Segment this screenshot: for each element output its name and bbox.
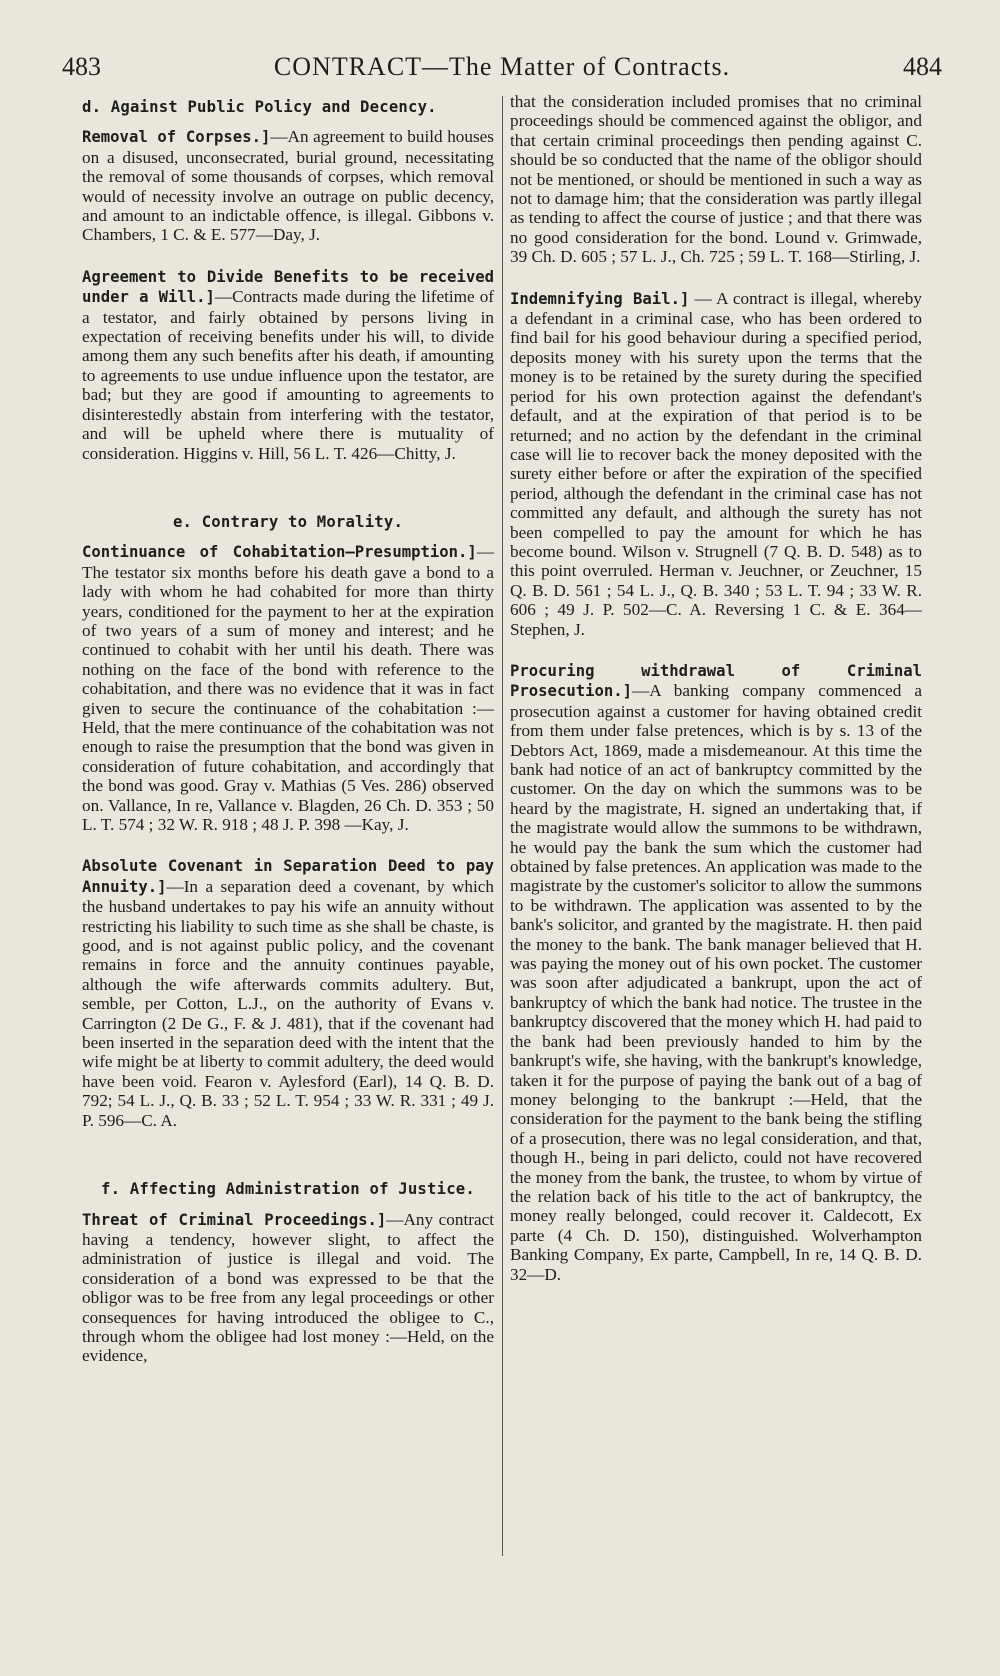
running-header (62, 48, 942, 88)
section-heading-f: f. Affecting Administration of Justice. (101, 1180, 475, 1199)
column-divider (502, 96, 503, 1556)
running-title: CONTRACT—The Matter of Contracts. (273, 52, 731, 81)
page-number-left: 483 (62, 52, 101, 81)
page-number-right: 484 (903, 52, 942, 81)
entry-removal-of-corpses (82, 127, 494, 244)
entry-heading: Removal of Corpses.] (82, 128, 271, 147)
entry-text: —An agreement to build houses on a disused, unconsecrated, burial ground, necessitating the removal of some thousands of corpses, which removal would of necessity involve an outrage on public decency, and amount to an indictable offence, is illegal. Gibbons v. Chambers, 1 C. & E. 577—Day, J. (82, 127, 494, 245)
entry-heading: Threat of Criminal Proceedings.] (82, 1210, 387, 1229)
entry-continuation (510, 92, 922, 267)
entry-heading: Absolute Covenant in Separation Deed to pay Annuity.] (82, 857, 494, 896)
entry-text: —In a separation deed a covenant, by which the husband undertakes to pay his wife an annuity without restricting his liability to such time as she shall be chaste, is good, and is not against public policy, and the covenant remains in force and the annuity continues payable, although the wife afterwards commits adultery. But, semble, per Cotton, L.J., on the authority of Evans v. Carrington (2 De G., F. & J. 481), that if the covenant had been inserted in the separation deed with the intent that the wife might be at liberty to commit adultery, the deed would have been void. Fearon v. Aylesford (Earl), 14 Q. B. D. 792; 54 L. J., Q. B. 33 ; 52 L. T. 954 ; 33 W. R. 331 ; 49 J. P. 596—C. A. (82, 876, 494, 1130)
entry-procuring-withdrawal (510, 661, 922, 1284)
entry-text: —A banking company commenced a prosecution against a customer for having obtained credit from them under false pretences, which is by s. 13 of the Debtors Act, 1869, made a misdemeanour. At this time the bank had notice of an act of bankruptcy committed by the customer. On the day on which the summons was to be heard by the magistrate, H. signed an undertaking that, if the magistrate would allow the summons to be withdrawn, he would pay the bank the sum which the customer had obtained by false pretences. An application was made to the magistrate by the customer's solicitor to allow the summons to be withdrawn. The application was assented to by the bank's solicitor, and granted by the magistrate. H. then paid the money to the bank. The bank manager believed that H. was paying the money out of his own pocket. The customer was soon after adjudicated a bankrupt, upon the act of bankruptcy of which the bank had notice. The trustee in the bankruptcy discovered that the money which H. had paid to the bank had been previously handed to him by the bankrupt's wife, she having, with the bankrupt's knowledge, taken it for the purpose of paying the bank out of a bag of money belonging to the bankrupt :—Held, that the consideration for the payment to the bank being the stifling of a prosecution, there was no legal consideration, and that, though H., being in pari delicto, could not have recovered the money from the bank, the trustee, to whom by virtue of the relation back of his title to the act of bankruptcy, the money really belonged, could recover it. Caldecott, Ex parte (4 Ch. D. 150), distinguished. Wolverhampton Banking Company, Ex parte, Campbell, In re, 14 Q. B. D. 32—D. (510, 681, 922, 1284)
entry-text: —Any contract having a tendency, however slight, to affect the administration of justice is illegal and void. The consideration of a bond was expressed to be that the obligor was to be free from any legal proceedings or other consequences for having introduced the obligee to C., through whom the obligee had lost money :—Held, on the evidence, (82, 1209, 494, 1366)
entry-separation-deed (82, 856, 494, 1130)
entry-text: — A contract is illegal, whereby a defendant in a criminal case, who has been ordered to find bail for his good behaviour during a specified period, deposits money with his surety upon the terms that the money is to be retained by the surety during the specified period for his own protection against the defendant's default, and at the expiration of that period is to be returned; and no action by the defendant in the criminal case will lie to recover back the money deposited with the surety either before or after the expiration of the specified period, although the defendant in the criminal case has not committed any default, and although the surety has not been compelled to pay the amount for which he has become bound. Wilson v. Strugnell (7 Q. B. D. 548) as to this point overruled. Herman v. Jeuchner, or Zeuchner, 15 Q. B. D. 561 ; 54 L. J., Q. B. 340 ; 53 L. T. 94 ; 33 W. R. 606 ; 49 J. P. 502—C. A. Reversing 1 C. & E. 364—Stephen, J. (510, 288, 922, 639)
right-column (510, 92, 922, 1306)
entry-continuance-of-cohabitation (82, 542, 494, 834)
section-heading-d: d. Against Public Policy and Decency. (82, 98, 437, 116)
section-heading-e: e. Contrary to Morality. (172, 512, 404, 531)
entry-heading: Agreement to Divide Benefits to be received under a Will.] (82, 267, 494, 307)
entry-threat-of-criminal-proceedings (82, 1210, 494, 1366)
entry-text: —The testator six months before his death gave a bond to a lady with whom he had cohabited for more than thirty years, conditioned for the payment to her at the expiration of two years of a sum of money and interest; and he continued to cohabit with her until his death. There was nothing on the face of the bond with reference to the cohabitation, and there was no evidence that it was in fact given to secure the continuance of the cohabitation :—Held, that the mere continuance of the cohabitation was not enough to raise the presumption that the bond was given in consideration of future cohabitation, and accordingly that the bond was good. Gray v. Mathias (5 Ves. 286) observed on. Vallance, In re, Vallance v. Blagden, 26 Ch. D. 353 ; 50 L. T. 574 ; 32 W. R. 918 ; 48 J. P. 398 —Kay, J. (82, 542, 494, 834)
left-column (82, 92, 494, 1388)
entry-heading: Continuance of Cohabitation—Presumption.] (82, 543, 477, 562)
entry-indemnifying-bail (510, 289, 922, 639)
entry-heading: Indemnifying Bail.] (510, 289, 690, 308)
entry-divide-benefits (82, 267, 494, 463)
entry-heading: Procuring withdrawal of Criminal Prosecution.] (510, 661, 922, 701)
entry-text: that the consideration included promises that no criminal proceedings should be commenced against the obligor, and that certain criminal proceedings then pending against C. should be so conducted that the name of the obligor should not be mentioned, or should be mentioned in such a way as not to damage him; that the consideration was partly illegal as tending to affect the course of justice ; and that there was no good consideration for the bond. Lound v. Grimwade, 39 Ch. D. 605 ; 57 L. J., Ch. 725 ; 59 L. T. 168—Stirling, J. (510, 92, 922, 267)
entry-text: —Contracts made during the lifetime of a testator, and fairly obtained by persons living in expectation of receiving benefits under his will, to divide among them any such benefits after his death, if amounting to agreements to use undue influence upon the testator, are bad; but they are good if amounting to agreements to disinterestedly abstain from interfering with the testator, and will be upheld where there is mutuality of consideration. Higgins v. Hill, 56 L. T. 426—Chitty, J. (82, 287, 495, 463)
